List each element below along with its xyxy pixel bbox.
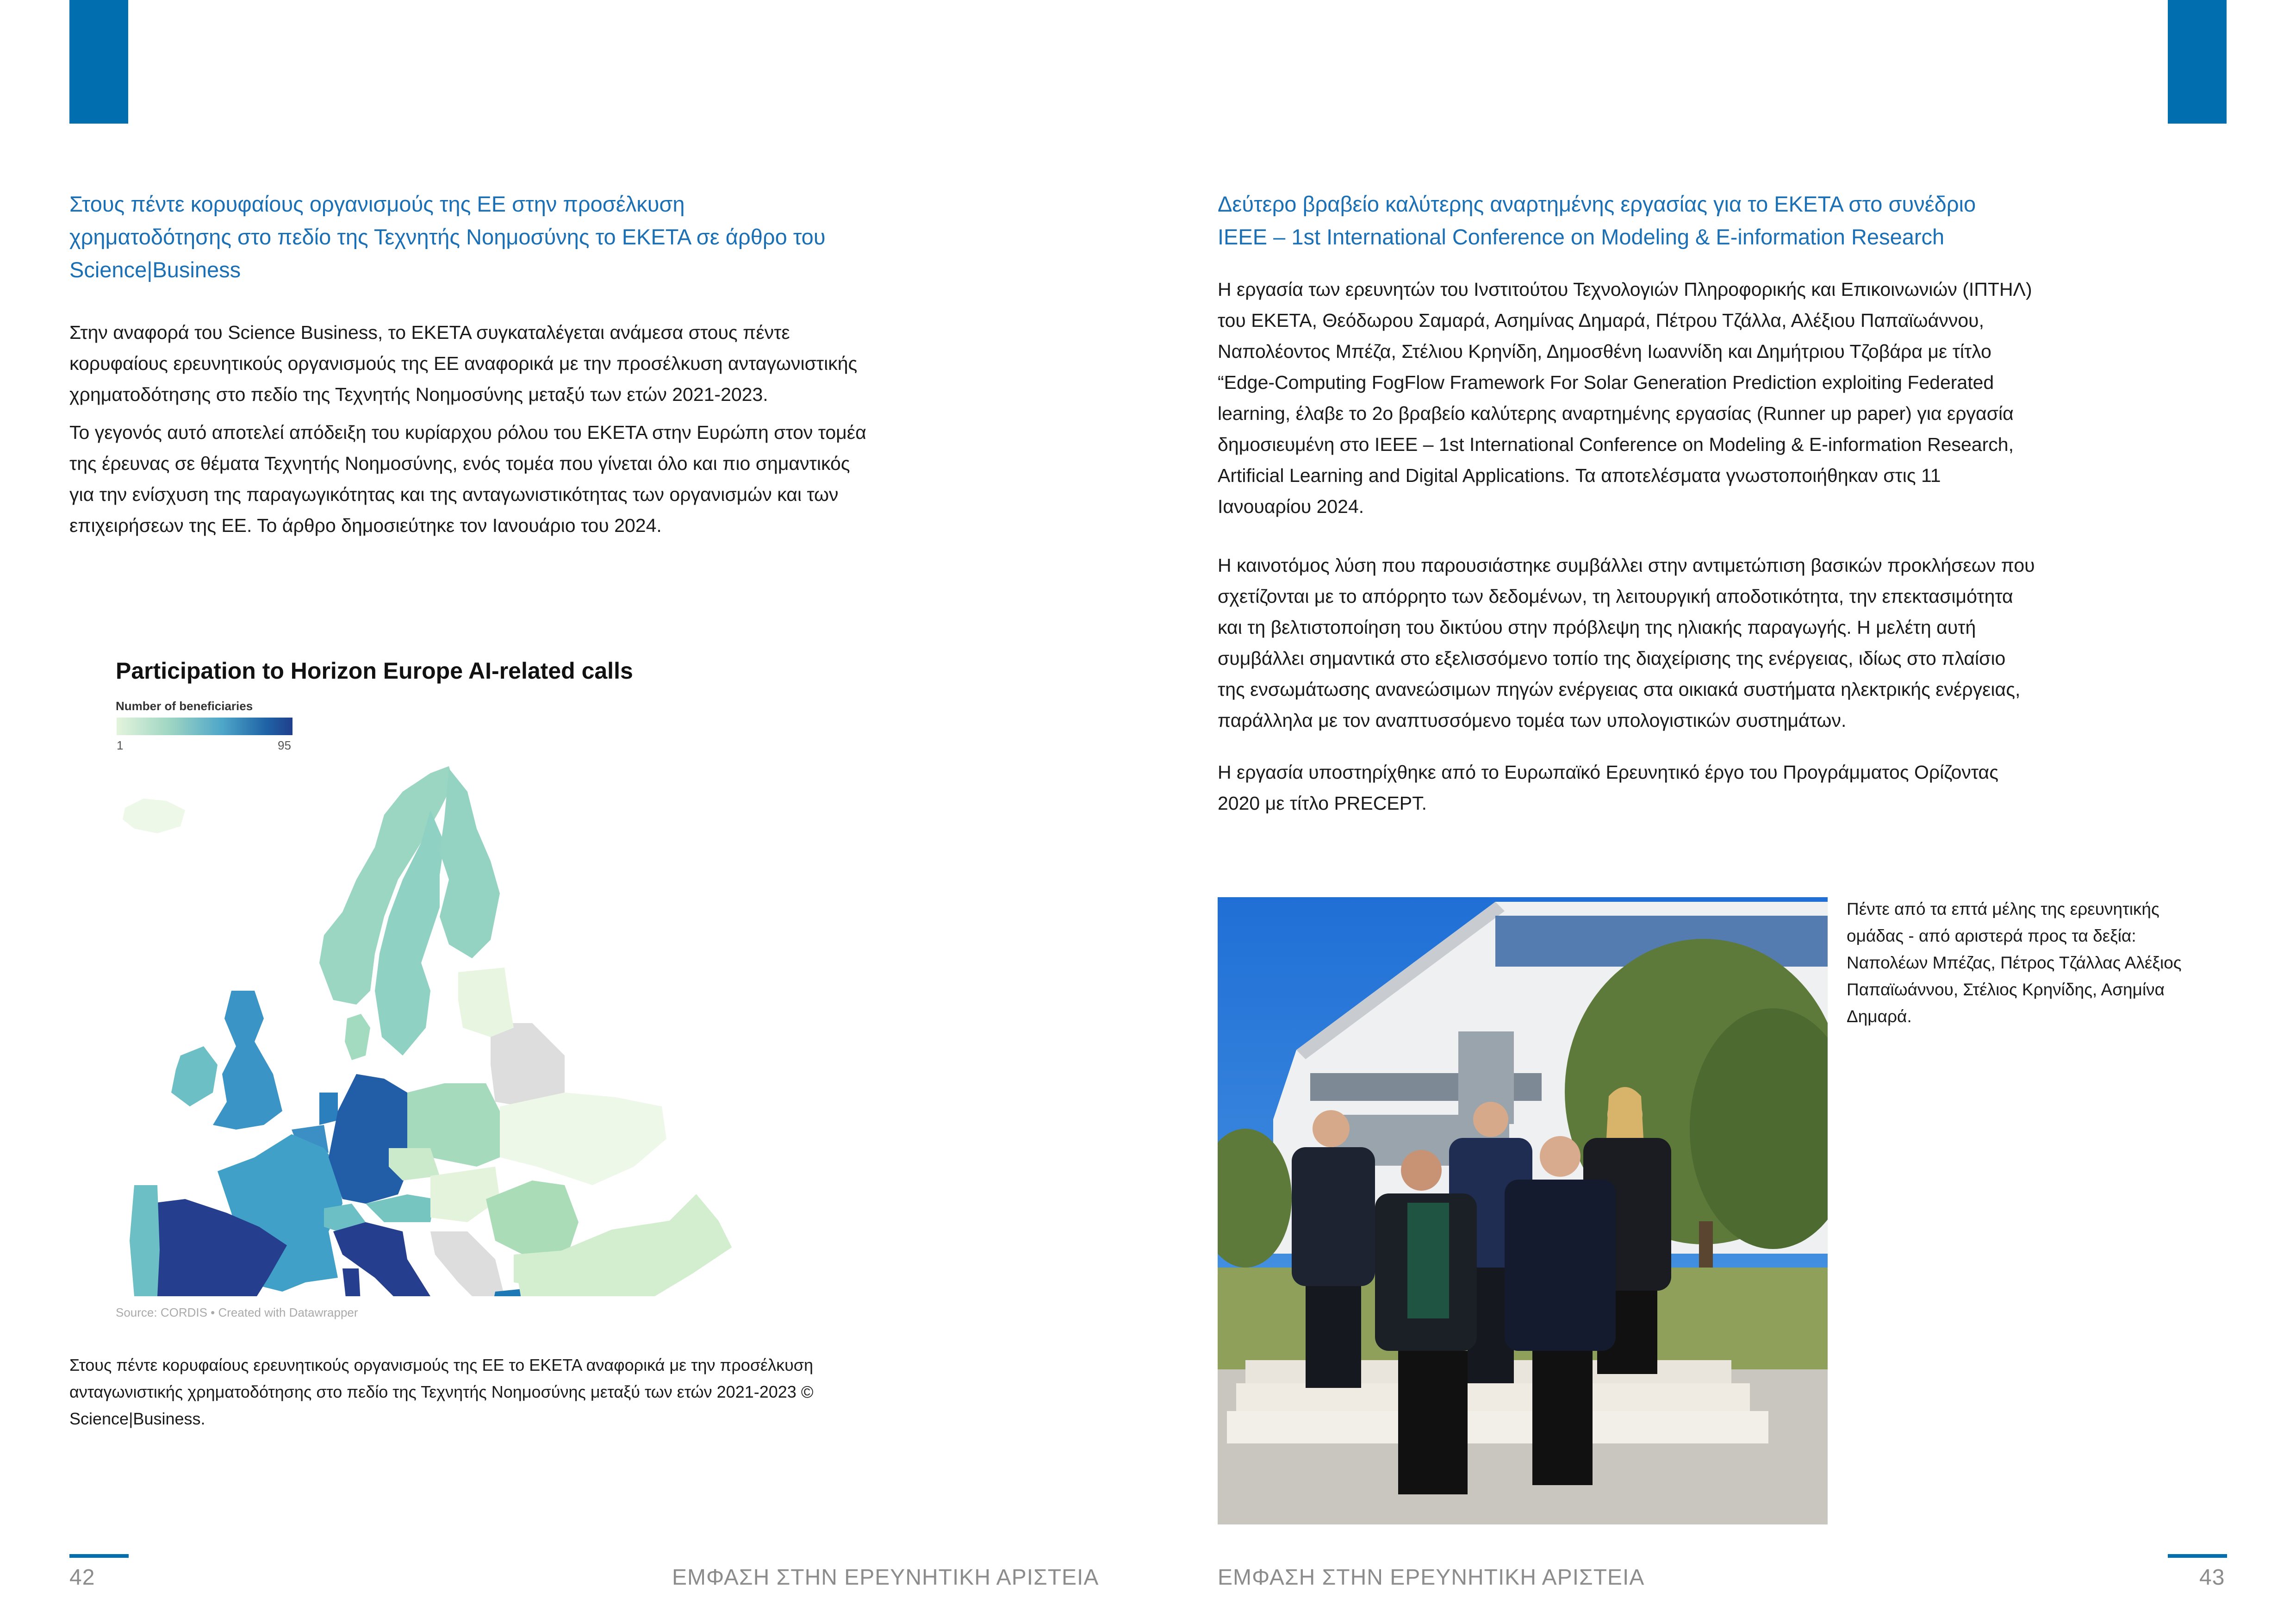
- map-region-ireland: [171, 1046, 218, 1106]
- legend-min-value: 1: [117, 738, 124, 752]
- right-paragraph-3: Η εργασία υποστηρίχθηκε από το Ευρωπαϊκό Ερευνητικό έργο του Προγράμματος Ορίζοντας 2020 με τίτλο PRECEPT.: [1218, 762, 1999, 814]
- map-region-iceland: [123, 799, 185, 833]
- right-title-line-2: IEEE – 1st International Conference on Modeling & E-information Research: [1218, 225, 1945, 249]
- europe-map: [106, 741, 764, 1296]
- legend-title: Number of beneficiaries: [116, 699, 253, 713]
- map-region-netherlands: [319, 1093, 338, 1125]
- left-title-line-2: χρηματοδότησης στο πεδίο της Τεχνητής Νοημοσύνης το ΕΚΕΤΑ σε άρθρο του: [69, 225, 826, 249]
- map-region-belarus: [491, 1023, 565, 1106]
- map-region-finland: [440, 768, 500, 958]
- left-title-line-1: Στους πέντε κορυφαίους οργανισμούς της ΕΕ στην προσέλκυση: [69, 192, 685, 216]
- map-region-sardinia: [342, 1268, 361, 1296]
- left-footer-rule: [69, 1554, 129, 1558]
- photo-caption: Πέντε από τα επτά μέλης της ερευνητικής ομάδας - από αριστερά προς τα δεξία: Ναπολέων Μπέζας, Πέτρος Τζάλλας Αλέξιος Παπαϊωάννου, Στέλιος Κρηνίδης, Ασημίνα Δημαρά.: [1847, 899, 2182, 1026]
- right-title-line-1: Δεύτερο βραβείο καλύτερης αναρτημένης εργασίας για το ΕΚΕΤΑ στο συνέδριο: [1218, 192, 1976, 216]
- left-title-line-3: Science|Business: [69, 257, 241, 282]
- chart-source-note: Source: CORDIS • Created with Datawrapper: [116, 1305, 358, 1319]
- right-running-footer: ΕΜΦΑΣΗ ΣΤΗΝ ΕΡΕΥΝΗΤΙΚΗ ΑΡΙΣΤΕΙΑ: [1218, 1565, 1645, 1590]
- legend-max-value: 95: [278, 738, 291, 752]
- right-page-number: 43: [2199, 1565, 2225, 1590]
- right-page-tab-marker: [2168, 0, 2227, 124]
- left-paragraph-1: Στην αναφορά του Science Business, το ΕΚΕΤΑ συγκαταλέγεται ανάμεσα στους πέντε κορυφαίους ερευνητικούς οργανισμούς της ΕΕ αναφορικά με την προσέλκυση ανταγωνιστικής χρηματοδότησης στο πεδίο της Τεχνητής Νοημοσύνης μεταξύ των ετών 2021-2023.: [69, 322, 858, 405]
- left-paragraph-2: Το γεγονός αυτό αποτελεί απόδειξη του κυρίαρχου ρόλου του ΕΚΕΤΑ στην Ευρώπη στον τομέα της έρευνας σε θέματα Τεχνητής Νοημοσύνης, ενός τομέα που γίνεται όλο και πιο σημαντικός για την ενίσχυση της παραγωγικότητας και της ανταγωνιστικότητας των οργανισμών και των επιχειρήσεων της ΕΕ. Το άρθρο δημοσιεύτηκε τον Ιανουάριο του 2024.: [69, 422, 866, 536]
- right-article-body: [1218, 274, 2037, 826]
- horizon-europe-ai-choropleth: [106, 648, 764, 1333]
- left-article-body: [69, 317, 879, 548]
- map-region-uk: [213, 991, 282, 1130]
- map-region-portugal: [130, 1185, 160, 1296]
- left-page-number: 42: [69, 1565, 95, 1590]
- legend-gradient-bar: [117, 718, 292, 735]
- left-page-tab-marker: [69, 0, 128, 124]
- map-region-romania: [486, 1181, 579, 1255]
- right-article-title: [1218, 187, 2143, 253]
- map-region-ukraine: [500, 1093, 666, 1185]
- research-team-photo: [1218, 897, 1828, 1524]
- map-region-denmark: [345, 1014, 370, 1060]
- right-footer-rule: [2168, 1554, 2227, 1558]
- map-region-western-balkans: [430, 1231, 504, 1296]
- chart-title: Participation to Horizon Europe AI-related calls: [116, 658, 633, 684]
- right-paragraph-2: Η καινοτόμος λύση που παρουσιάστηκε συμβάλλει στην αντιμετώπιση βασικών προκλήσεων που σχετίζονται με το απόρρητο των δεδομένων, τη λειτουργική αποδοτικότητα, την επεκτασιμότητα και τη βελτιστοποίηση του δικτύου στην πρόβλεψη της ηλιακής παραγωγής. Η μελέτη αυτή συμβάλλει σημαντικά στο εξελισσόμενο τοπίο της διαχείρισης της ενέργειας, ιδίως στο πλαίσιο της ενσωμάτωσης ανανεώσιμων πηγών ενέργειας στα οικιακά συστήματα ηλεκτρικής ενέργειας, παράλληλα με τον αναπτυσσόμενο τομέα των υπολογιστικών συστημάτων.: [1218, 555, 2035, 731]
- team-photo-illustration: [1218, 897, 1828, 1524]
- left-article-title: [69, 187, 902, 286]
- left-running-footer: ΕΜΦΑΣΗ ΣΤΗΝ ΕΡΕΥΝΗΤΙΚΗ ΑΡΙΣΤΕΙΑ: [672, 1565, 1099, 1590]
- left-figure-caption: Στους πέντε κορυφαίους ερευνητικούς οργανισμούς της ΕΕ το ΕΚΕΤΑ αναφορικά με την προσέλκυση ανταγωνιστικής χρηματοδότησης στο πεδίο της Τεχνητής Νοημοσύνης μεταξύ των ετών 2021-2023 © Science|Business.: [69, 1355, 814, 1428]
- map-region-germany: [329, 1074, 412, 1204]
- right-paragraph-1: Η εργασία των ερευνητών του Ινστιτούτου Τεχνολογιών Πληροφορικής και Επικοινωνιών (ΙΠΤΗΛ) του ΕΚΕΤΑ, Θεόδωρου Σαμαρά, Ασημίνας Δημαρά, Πέτρου Τζάλλα, Αλέξιου Παπαϊωάννου, Ναπολέοντος Μπέζα, Στέλιου Κρηνίδη, Δημοσθένη Ιωαννίδη και Δημήτριου Τζοβάρα με τίτλο “Edge-Computing FogFlow Framework For Solar Generation Prediction exploiting Federated learning, έλαβε το 2ο βραβείο καλύτερης αναρτημένης εργασίας (Runner up paper) για εργασία δημοσιευμένη στο IEEE – 1st International Conference on Modeling & E-information Research, Artificial Learning and Digital Applications. Τα αποτελέσματα γνωστοποιήθηκαν στις 11 Ιανουαρίου 2024.: [1218, 279, 2032, 517]
- map-region-baltics: [458, 968, 514, 1037]
